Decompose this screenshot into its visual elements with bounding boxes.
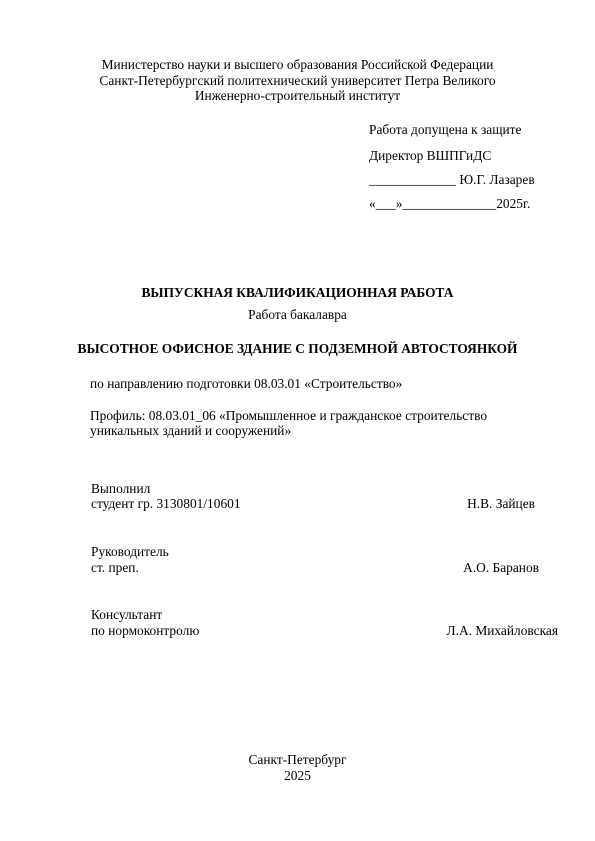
supervisor-label: Руководитель [91, 544, 169, 559]
study-direction: по направлению подготовки 08.03.01 «Строительство» [90, 376, 403, 391]
performer-position: студент гр. 3130801/10601 [91, 496, 241, 511]
consultant-name: Л.А. Михайловская [446, 623, 558, 638]
performer-name: Н.В. Зайцев [467, 496, 535, 511]
institution-header [0, 57, 595, 104]
institute-line: Инженерно-строительный институт [194, 88, 401, 104]
work-kind: Работа бакалавра [248, 307, 347, 322]
performer-label: Выполнил [91, 481, 151, 496]
work-topic: ВЫСОТНОЕ ОФИСНОЕ ЗДАНИЕ С ПОДЗЕМНОЙ АВТОСТОЯНКОЙ [77, 341, 518, 356]
supervisor-name: А.О. Баранов [463, 560, 539, 575]
page-footer [0, 752, 595, 783]
study-profile [90, 408, 487, 439]
work-type-title: ВЫПУСКНАЯ КВАЛИФИКАЦИОННАЯ РАБОТА [141, 285, 454, 300]
consultant-position: по нормоконтролю [91, 623, 200, 638]
ministry-line: Министерство науки и высшего образования Российской Федерации [101, 57, 494, 72]
approval-signature: _____________ Ю.Г. Лазарев [369, 172, 535, 187]
profile-line-1: Профиль: 08.03.01_06 «Промышленное и гражданское строительство [90, 408, 488, 423]
university-line: Санкт-Петербургский политехнический университет Петра Великого [99, 72, 496, 88]
year: 2025 [284, 767, 311, 783]
city: Санкт-Петербург [248, 752, 347, 767]
approval-director: Директор ВШПГиДС [369, 148, 492, 163]
consultant-label: Консультант [91, 607, 163, 622]
profile-line-2: уникальных зданий и сооружений» [90, 423, 292, 439]
approval-admitted: Работа допущена к защите [369, 122, 522, 137]
approval-date: «___»______________2025г. [369, 196, 531, 211]
supervisor-position: ст. преп. [91, 560, 139, 575]
